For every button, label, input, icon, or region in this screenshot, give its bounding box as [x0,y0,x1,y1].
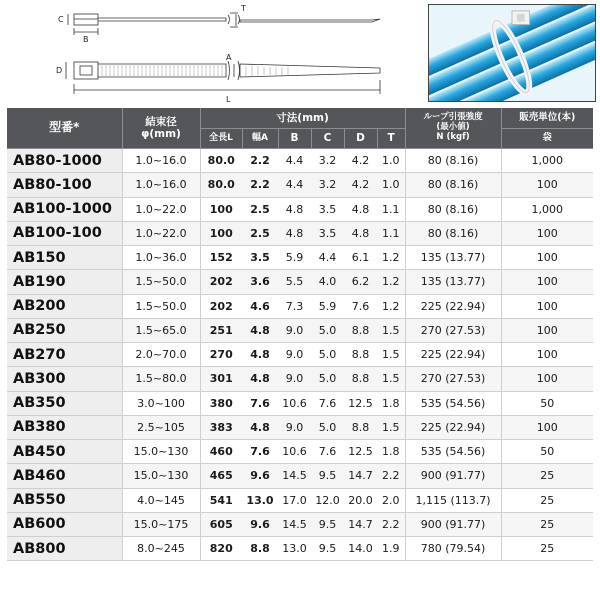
dim-c-cell: 3.2 [311,173,344,197]
dim-d-cell: 8.8 [344,367,377,391]
header-loop-strength [405,108,501,149]
header-bag: 袋 [501,129,593,149]
dim-t-cell: 1.1 [377,221,405,245]
dim-b-cell: 10.6 [278,440,311,464]
dim-t-cell: 2.0 [377,488,405,512]
header-strength-unit: N (kgf) [436,131,470,142]
pack-unit-cell: 50 [501,440,593,464]
width-cell: 7.6 [242,440,278,464]
model-cell: AB800 [7,537,122,561]
width-cell: 7.6 [242,391,278,415]
header-d: D [344,129,377,149]
dim-b-cell: 10.6 [278,391,311,415]
dim-b-cell: 9.0 [278,318,311,342]
length-cell: 152 [200,246,242,270]
dim-t-cell: 1.0 [377,149,405,173]
table-row [7,149,593,173]
dim-d-cell: 4.2 [344,173,377,197]
dim-c-cell: 12.0 [311,488,344,512]
loop-strength-cell: 135 (13.77) [405,246,501,270]
dim-d-cell: 4.8 [344,197,377,221]
length-cell: 820 [200,537,242,561]
loop-strength-cell: 80 (8.16) [405,197,501,221]
pack-unit-cell: 25 [501,488,593,512]
width-cell: 13.0 [242,488,278,512]
bundle-diameter-cell: 1.0~22.0 [122,197,200,221]
model-cell: AB100-1000 [7,197,122,221]
header-dimensions: 寸法(mm) [200,108,405,129]
length-cell: 465 [200,464,242,488]
dim-t-cell: 1.2 [377,294,405,318]
length-cell: 383 [200,415,242,439]
dim-t-cell: 2.2 [377,512,405,536]
dim-t-cell: 1.5 [377,318,405,342]
length-cell: 301 [200,367,242,391]
width-cell: 3.5 [242,246,278,270]
dim-t-cell: 1.1 [377,197,405,221]
dim-t-cell: 1.8 [377,440,405,464]
pack-unit-cell: 100 [501,270,593,294]
dim-b-cell: 4.4 [278,173,311,197]
dim-b-cell: 14.5 [278,464,311,488]
bundle-diameter-cell: 1.5~80.0 [122,367,200,391]
header-strength-line1: ループ引張強度 [423,112,483,123]
loop-strength-cell: 135 (13.77) [405,270,501,294]
dim-t-cell: 1.9 [377,537,405,561]
pack-unit-cell: 100 [501,173,593,197]
dim-c-cell: 5.0 [311,367,344,391]
dim-c-cell: 4.0 [311,270,344,294]
length-cell: 202 [200,270,242,294]
dim-d-cell: 6.2 [344,270,377,294]
loop-strength-cell: 270 (27.53) [405,367,501,391]
width-cell: 2.2 [242,173,278,197]
bundle-diameter-cell: 3.0~100 [122,391,200,415]
header-pack-unit: 販売単位(本) [501,108,593,129]
table-row [7,367,593,391]
pack-unit-cell: 1,000 [501,149,593,173]
header-t: T [377,129,405,149]
length-cell: 380 [200,391,242,415]
loop-strength-cell: 225 (22.94) [405,415,501,439]
dim-b-cell: 5.5 [278,270,311,294]
pack-unit-cell: 1,000 [501,197,593,221]
bundle-diameter-cell: 15.0~130 [122,440,200,464]
model-cell: AB350 [7,391,122,415]
bundle-diameter-cell: 15.0~175 [122,512,200,536]
loop-strength-cell: 535 (54.56) [405,391,501,415]
dim-b-cell: 9.0 [278,343,311,367]
dim-label-a: A [226,53,232,62]
dim-t-cell: 1.0 [377,173,405,197]
loop-strength-cell: 1,115 (113.7) [405,488,501,512]
dim-b-cell: 9.0 [278,367,311,391]
dim-b-cell: 14.5 [278,512,311,536]
dim-t-cell: 1.5 [377,343,405,367]
length-cell: 100 [200,197,242,221]
bundle-diameter-cell: 1.5~50.0 [122,294,200,318]
header-width: 幅A [242,129,278,149]
model-cell: AB450 [7,440,122,464]
dim-d-cell: 4.8 [344,221,377,245]
model-cell: AB80-1000 [7,149,122,173]
bundle-diameter-cell: 15.0~130 [122,464,200,488]
model-cell: AB460 [7,464,122,488]
dim-d-cell: 20.0 [344,488,377,512]
length-cell: 80.0 [200,149,242,173]
width-cell: 4.6 [242,294,278,318]
pack-unit-cell: 25 [501,537,593,561]
bundle-diameter-cell: 4.0~145 [122,488,200,512]
bundle-diameter-cell: 1.0~16.0 [122,149,200,173]
length-cell: 460 [200,440,242,464]
model-cell: AB270 [7,343,122,367]
loop-strength-cell: 780 (79.54) [405,537,501,561]
dim-d-cell: 6.1 [344,246,377,270]
table-row [7,391,593,415]
model-cell: AB80-100 [7,173,122,197]
table-row [7,294,593,318]
width-cell: 2.5 [242,197,278,221]
dim-b-cell: 4.8 [278,197,311,221]
dim-c-cell: 7.6 [311,440,344,464]
width-cell: 4.8 [242,318,278,342]
header-model: 型番* [7,108,122,149]
model-cell: AB190 [7,270,122,294]
dim-d-cell: 14.7 [344,464,377,488]
dim-d-cell: 14.0 [344,537,377,561]
bundle-diameter-cell: 2.5~105 [122,415,200,439]
model-cell: AB300 [7,367,122,391]
pack-unit-cell: 25 [501,512,593,536]
dim-b-cell: 17.0 [278,488,311,512]
header-length: 全長L [200,129,242,149]
width-cell: 4.8 [242,343,278,367]
spec-table [7,108,593,561]
table-row [7,464,593,488]
dim-label-c: C [58,15,64,24]
table-row [7,221,593,245]
width-cell: 2.5 [242,221,278,245]
dim-t-cell: 1.2 [377,270,405,294]
length-cell: 202 [200,294,242,318]
table-row [7,318,593,342]
header-c: C [311,129,344,149]
bundle-diameter-cell: 1.0~22.0 [122,221,200,245]
dim-label-l: L [226,95,231,104]
pack-unit-cell: 100 [501,367,593,391]
dim-c-cell: 9.5 [311,537,344,561]
dim-t-cell: 2.2 [377,464,405,488]
dim-d-cell: 12.5 [344,440,377,464]
dim-t-cell: 1.5 [377,415,405,439]
dim-c-cell: 5.0 [311,343,344,367]
table-row [7,173,593,197]
pack-unit-cell: 100 [501,294,593,318]
dim-d-cell: 4.2 [344,149,377,173]
dim-label-b: B [83,35,89,44]
table-row [7,270,593,294]
cable-tie-usage-photo [428,4,596,102]
table-row [7,512,593,536]
loop-strength-cell: 225 (22.94) [405,294,501,318]
table-row [7,343,593,367]
dim-d-cell: 8.8 [344,343,377,367]
dim-c-cell: 4.4 [311,246,344,270]
dim-t-cell: 1.5 [377,367,405,391]
model-cell: AB150 [7,246,122,270]
table-row [7,537,593,561]
header-b: B [278,129,311,149]
model-cell: AB250 [7,318,122,342]
width-cell: 3.6 [242,270,278,294]
dim-b-cell: 9.0 [278,415,311,439]
length-cell: 100 [200,221,242,245]
header-bundle-diameter [122,108,200,149]
cable-tie-dimension-drawing [0,0,420,108]
length-cell: 270 [200,343,242,367]
dim-d-cell: 14.7 [344,512,377,536]
dim-c-cell: 9.5 [311,464,344,488]
dim-b-cell: 7.3 [278,294,311,318]
table-row [7,197,593,221]
pack-unit-cell: 25 [501,464,593,488]
pack-unit-cell: 100 [501,318,593,342]
loop-strength-cell: 80 (8.16) [405,173,501,197]
dim-b-cell: 13.0 [278,537,311,561]
dim-t-cell: 1.2 [377,246,405,270]
bundle-diameter-cell: 8.0~245 [122,537,200,561]
table-row [7,488,593,512]
length-cell: 605 [200,512,242,536]
length-cell: 251 [200,318,242,342]
length-cell: 541 [200,488,242,512]
dim-label-d: D [56,66,63,75]
pack-unit-cell: 50 [501,391,593,415]
pack-unit-cell: 100 [501,415,593,439]
dim-b-cell: 5.9 [278,246,311,270]
dim-label-t: T [241,4,246,13]
model-cell: AB550 [7,488,122,512]
header-strength-line2: (最小値) [436,122,470,133]
dim-c-cell: 5.9 [311,294,344,318]
pack-unit-cell: 100 [501,246,593,270]
loop-strength-cell: 225 (22.94) [405,343,501,367]
table-row [7,246,593,270]
loop-strength-cell: 900 (91.77) [405,464,501,488]
loop-strength-cell: 535 (54.56) [405,440,501,464]
pack-unit-cell: 100 [501,343,593,367]
dim-c-cell: 7.6 [311,391,344,415]
model-cell: AB100-100 [7,221,122,245]
table-row [7,415,593,439]
dim-c-cell: 5.0 [311,318,344,342]
dim-d-cell: 7.6 [344,294,377,318]
width-cell: 9.6 [242,512,278,536]
dim-c-cell: 3.2 [311,149,344,173]
dim-t-cell: 1.8 [377,391,405,415]
dim-d-cell: 8.8 [344,318,377,342]
bundle-diameter-cell: 1.5~65.0 [122,318,200,342]
header-bundle-label: 結束径 [145,115,177,128]
pack-unit-cell: 100 [501,221,593,245]
width-cell: 9.6 [242,464,278,488]
length-cell: 80.0 [200,173,242,197]
dim-c-cell: 3.5 [311,197,344,221]
dim-b-cell: 4.4 [278,149,311,173]
table-row [7,440,593,464]
dim-b-cell: 4.8 [278,221,311,245]
bundle-diameter-cell: 1.0~16.0 [122,173,200,197]
dim-d-cell: 12.5 [344,391,377,415]
width-cell: 4.8 [242,415,278,439]
bundle-diameter-cell: 2.0~70.0 [122,343,200,367]
dim-c-cell: 5.0 [311,415,344,439]
loop-strength-cell: 80 (8.16) [405,221,501,245]
width-cell: 4.8 [242,367,278,391]
loop-strength-cell: 270 (27.53) [405,318,501,342]
bundle-diameter-cell: 1.5~50.0 [122,270,200,294]
dim-c-cell: 3.5 [311,221,344,245]
dim-c-cell: 9.5 [311,512,344,536]
dim-d-cell: 8.8 [344,415,377,439]
loop-strength-cell: 900 (91.77) [405,512,501,536]
header-bundle-unit: φ(mm) [141,128,181,140]
model-cell: AB600 [7,512,122,536]
bundle-diameter-cell: 1.0~36.0 [122,246,200,270]
loop-strength-cell: 80 (8.16) [405,149,501,173]
model-cell: AB380 [7,415,122,439]
model-cell: AB200 [7,294,122,318]
width-cell: 8.8 [242,537,278,561]
width-cell: 2.2 [242,149,278,173]
